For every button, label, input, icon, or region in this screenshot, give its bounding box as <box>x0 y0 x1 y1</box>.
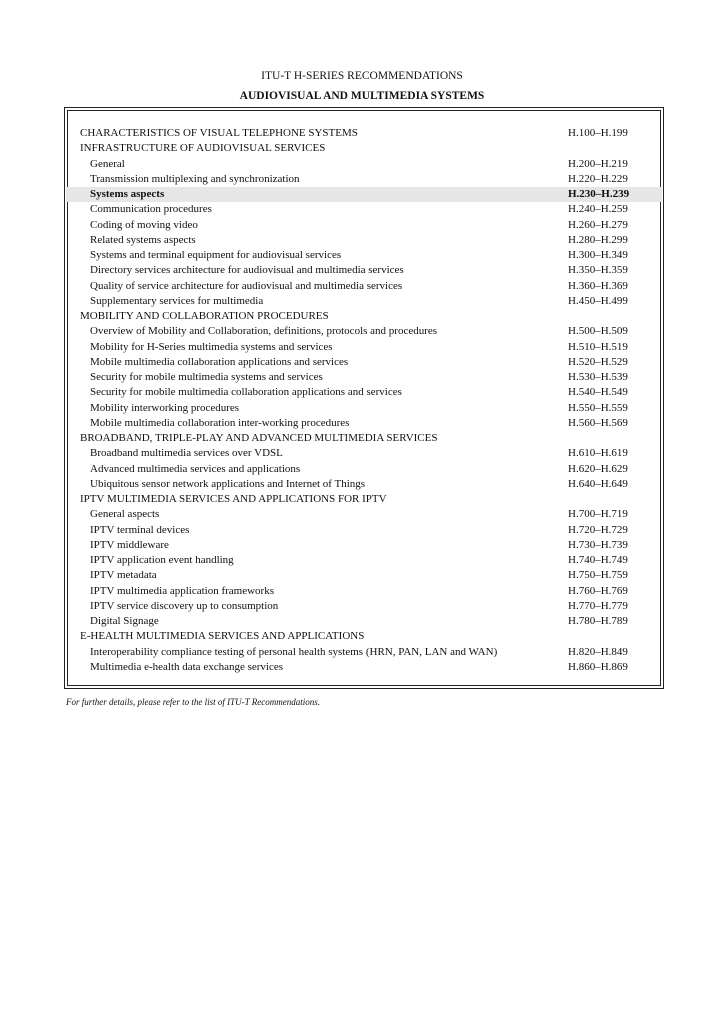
table-row <box>66 507 662 522</box>
table-row <box>66 660 662 675</box>
row-range: H.640–H.649 <box>568 477 628 490</box>
table-row <box>66 187 662 202</box>
row-label: Systems aspects <box>90 188 165 200</box>
row-label: IPTV application event handling <box>90 554 234 566</box>
table-row <box>66 446 662 461</box>
row-range: H.760–H.769 <box>568 584 628 597</box>
row-label: Transmission multiplexing and synchronization <box>90 172 300 185</box>
section-heading-row <box>66 141 662 156</box>
row-label: Quality of service architecture for audiovisual and multimedia services <box>90 279 403 292</box>
row-range: H.260–H.279 <box>568 218 628 231</box>
recommendations-table <box>66 126 662 675</box>
row-range: H.280–H.299 <box>568 233 628 246</box>
row-label: Mobility for H-Series multimedia systems and services <box>90 340 333 353</box>
footnote: For further details, please refer to the list of ITU-T Recommendations. <box>66 697 320 707</box>
table-row <box>66 416 662 431</box>
table-row <box>66 538 662 553</box>
row-range: H.610–H.619 <box>568 447 628 460</box>
row-range: H.220–H.229 <box>568 172 628 185</box>
row-label: MOBILITY AND COLLABORATION PROCEDURES <box>80 310 329 322</box>
row-label: Directory services architecture for audiovisual and multimedia services <box>90 264 404 277</box>
row-label: Supplementary services for multimedia <box>90 294 264 307</box>
table-row <box>66 355 662 370</box>
row-label: Multimedia e-health data exchange services <box>90 660 284 673</box>
row-label: Systems and terminal equipment for audiovisual services <box>90 249 342 261</box>
section-heading-row <box>66 492 662 507</box>
row-range: H.860–H.869 <box>568 660 628 673</box>
table-row <box>66 568 662 583</box>
table-row <box>66 645 662 660</box>
row-label: Overview of Mobility and Collaboration, definitions, protocols and procedures <box>90 325 438 338</box>
row-label: General <box>90 157 125 170</box>
row-label: Security for mobile multimedia systems and services <box>90 371 323 383</box>
row-range: H.500–H.509 <box>568 325 628 338</box>
row-range: H.560–H.569 <box>568 416 628 429</box>
table-row <box>66 370 662 385</box>
row-range: H.450–H.499 <box>568 294 628 307</box>
table-row <box>66 523 662 538</box>
row-label: General aspects <box>90 508 160 521</box>
row-range: H.820–H.849 <box>568 645 628 658</box>
row-label: IPTV middleware <box>90 538 169 551</box>
table-row <box>66 584 662 599</box>
row-label: Ubiquitous sensor network applications and Internet of Things <box>90 477 366 490</box>
row-label: Mobile multimedia collaboration inter-working procedures <box>90 416 350 429</box>
table-row <box>66 294 662 309</box>
row-range: H.520–H.529 <box>568 355 628 368</box>
series-subtitle: AUDIOVISUAL AND MULTIMEDIA SYSTEMS <box>239 90 485 102</box>
row-label: Advanced multimedia services and applications <box>90 462 301 475</box>
row-label: Interoperability compliance testing of personal health systems (HRN, PAN, LAN and WAN) <box>90 645 498 658</box>
row-range: H.100–H.199 <box>568 127 628 139</box>
table-row <box>66 248 662 263</box>
row-range: H.230–H.239 <box>568 188 630 200</box>
row-range: H.360–H.369 <box>568 279 628 292</box>
row-label: Mobile multimedia collaboration applications and services <box>90 355 349 368</box>
row-label: IPTV multimedia application frameworks <box>90 584 275 597</box>
section-heading-row <box>66 629 662 644</box>
table-row <box>66 202 662 217</box>
row-range: H.540–H.549 <box>568 386 628 399</box>
row-label: INFRASTRUCTURE OF AUDIOVISUAL SERVICES <box>80 142 326 155</box>
table-row <box>66 462 662 477</box>
table-row <box>66 324 662 339</box>
table-row <box>66 340 662 355</box>
row-range: H.530–H.539 <box>568 371 628 383</box>
section-heading-row <box>66 431 662 446</box>
row-range: H.750–H.759 <box>568 569 628 582</box>
row-label: Coding of moving video <box>90 218 198 231</box>
row-label: Mobility interworking procedures <box>90 401 240 414</box>
table-row <box>66 233 662 248</box>
row-range: H.740–H.749 <box>568 554 628 566</box>
row-label: IPTV metadata <box>90 569 157 582</box>
row-range: H.620–H.629 <box>568 462 628 475</box>
row-label: Communication procedures <box>90 203 212 216</box>
row-range: H.510–H.519 <box>568 340 628 353</box>
row-range: H.550–H.559 <box>568 401 628 414</box>
table-row <box>66 385 662 400</box>
table-row <box>66 279 662 294</box>
row-label: IPTV terminal devices <box>90 523 190 536</box>
row-range: H.780–H.789 <box>568 615 628 627</box>
table-row <box>66 157 662 172</box>
row-range: H.770–H.779 <box>568 599 628 612</box>
row-range: H.720–H.729 <box>568 523 628 536</box>
row-range: H.700–H.719 <box>568 508 628 521</box>
row-label: Related systems aspects <box>90 233 196 246</box>
table-row <box>66 218 662 233</box>
row-range: H.240–H.259 <box>568 203 628 216</box>
table-row <box>66 401 662 416</box>
row-label: Digital Signage <box>90 615 159 627</box>
row-label: IPTV MULTIMEDIA SERVICES AND APPLICATIONS FOR IPTV <box>80 493 387 505</box>
row-label: Security for mobile multimedia collaboration applications and services <box>90 386 402 399</box>
table-row <box>66 614 662 629</box>
row-label: E-HEALTH MULTIMEDIA SERVICES AND APPLICATIONS <box>80 630 365 643</box>
row-range: H.300–H.349 <box>568 249 628 261</box>
row-label: IPTV service discovery up to consumption <box>90 599 279 612</box>
table-row <box>66 553 662 568</box>
row-label: CHARACTERISTICS OF VISUAL TELEPHONE SYSTEMS <box>80 127 358 139</box>
row-range: H.350–H.359 <box>568 264 628 277</box>
series-title: ITU-T H-SERIES RECOMMENDATIONS <box>261 70 463 82</box>
table-row <box>66 263 662 278</box>
row-label: BROADBAND, TRIPLE-PLAY AND ADVANCED MULTIMEDIA SERVICES <box>80 432 438 444</box>
section-heading-row <box>66 309 662 324</box>
section-heading-row <box>66 126 662 141</box>
row-range: H.730–H.739 <box>568 538 628 551</box>
row-range: H.200–H.219 <box>568 157 628 170</box>
table-row <box>66 477 662 492</box>
row-label: Broadband multimedia services over VDSL <box>90 447 283 460</box>
table-row <box>66 599 662 614</box>
table-row <box>66 172 662 187</box>
